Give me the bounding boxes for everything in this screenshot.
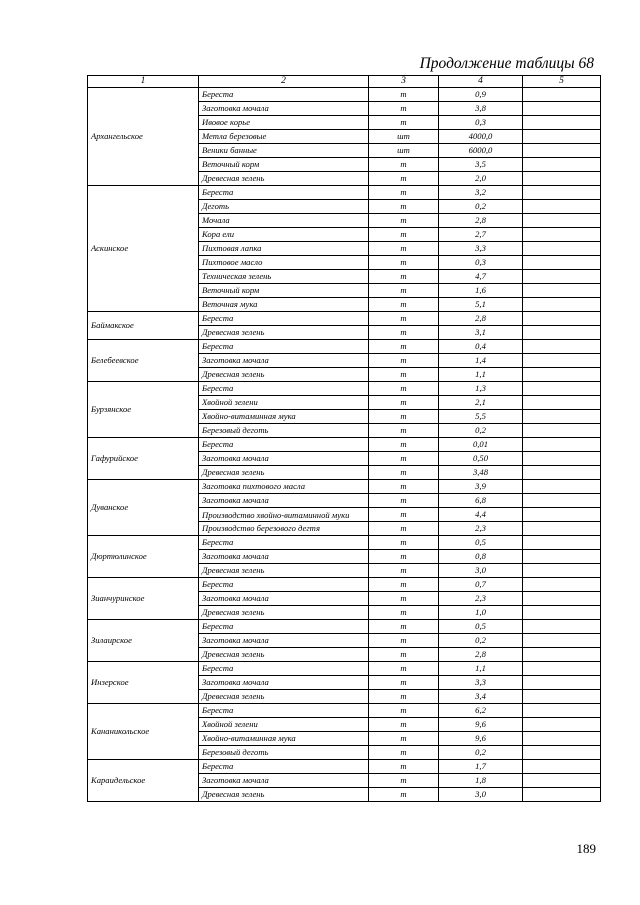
column-header: 4 [439,76,523,88]
empty-cell [523,704,601,718]
quantity-cell: 2,3 [439,522,523,536]
unit-cell: т [369,354,439,368]
unit-cell: т [369,550,439,564]
quantity-cell: 3,3 [439,242,523,256]
unit-cell: т [369,88,439,102]
unit-cell: шт [369,144,439,158]
table-row [88,382,601,396]
quantity-cell: 1,8 [439,774,523,788]
product-name-cell: Заготовка мочала [199,452,369,466]
empty-cell [523,452,601,466]
quantity-cell: 3,9 [439,480,523,494]
quantity-cell: 0,7 [439,578,523,592]
unit-cell: т [369,564,439,578]
empty-cell [523,550,601,564]
quantity-cell: 0,8 [439,550,523,564]
quantity-cell: 1,1 [439,368,523,382]
product-name-cell: Древесная зелень [199,326,369,340]
empty-cell [523,354,601,368]
empty-cell [523,592,601,606]
unit-cell: т [369,158,439,172]
quantity-cell: 3,3 [439,676,523,690]
quantity-cell: 2,0 [439,172,523,186]
unit-cell: т [369,214,439,228]
empty-cell [523,424,601,438]
unit-cell: т [369,480,439,494]
unit-cell: т [369,760,439,774]
empty-cell [523,298,601,312]
table-row [88,704,601,718]
quantity-cell: 6000,0 [439,144,523,158]
product-name-cell: Береста [199,536,369,550]
product-name-cell: Древесная зелень [199,368,369,382]
quantity-cell: 1,6 [439,284,523,298]
product-name-cell: Заготовка мочала [199,550,369,564]
product-name-cell: Древесная зелень [199,606,369,620]
empty-cell [523,522,601,536]
empty-cell [523,620,601,634]
empty-cell [523,606,601,620]
empty-cell [523,676,601,690]
unit-cell: т [369,662,439,676]
quantity-cell: 2,3 [439,592,523,606]
quantity-cell: 0,2 [439,746,523,760]
empty-cell [523,340,601,354]
product-name-cell: Пихтовое масло [199,256,369,270]
product-name-cell: Березовый деготь [199,424,369,438]
unit-cell: т [369,676,439,690]
product-name-cell: Заготовка мочала [199,774,369,788]
quantity-cell: 6,2 [439,704,523,718]
unit-cell: т [369,410,439,424]
product-name-cell: Заготовка мочала [199,494,369,508]
empty-cell [523,690,601,704]
empty-cell [523,774,601,788]
product-name-cell: Заготовка мочала [199,634,369,648]
column-header: 5 [523,76,601,88]
table-row [88,578,601,592]
unit-cell: т [369,382,439,396]
product-name-cell: Древесная зелень [199,690,369,704]
district-cell: Дуванское [88,480,199,536]
quantity-cell: 3,5 [439,158,523,172]
product-name-cell: Веточная мука [199,298,369,312]
product-name-cell: Древесная зелень [199,788,369,802]
empty-cell [523,228,601,242]
column-header: 2 [199,76,369,88]
empty-cell [523,102,601,116]
unit-cell: т [369,424,439,438]
quantity-cell: 2,1 [439,396,523,410]
unit-cell: шт [369,130,439,144]
table-row [88,620,601,634]
unit-cell: т [369,270,439,284]
quantity-cell: 6,8 [439,494,523,508]
district-cell: Аскинское [88,186,199,312]
product-name-cell: Древесная зелень [199,172,369,186]
unit-cell: т [369,578,439,592]
table-row [88,438,601,452]
product-name-cell: Веники банные [199,144,369,158]
product-name-cell: Техническая зелень [199,270,369,284]
empty-cell [523,480,601,494]
product-name-cell: Пихтовая лапка [199,242,369,256]
product-name-cell: Кора ели [199,228,369,242]
product-name-cell: Производство хвойно-витаминной муки [199,508,369,522]
page-number: 189 [576,841,596,856]
unit-cell: т [369,732,439,746]
unit-cell: т [369,466,439,480]
quantity-cell: 5,5 [439,410,523,424]
empty-cell [523,382,601,396]
empty-cell [523,718,601,732]
table-row [88,88,601,102]
unit-cell: т [369,508,439,522]
unit-cell: т [369,326,439,340]
unit-cell: т [369,312,439,326]
unit-cell: т [369,396,439,410]
empty-cell [523,634,601,648]
empty-cell [523,312,601,326]
forest-products-table [87,75,601,802]
product-name-cell: Хвойной зелени [199,718,369,732]
district-cell: Зианчуринское [88,578,199,620]
product-name-cell: Береста [199,88,369,102]
product-name-cell: Береста [199,578,369,592]
unit-cell: т [369,368,439,382]
empty-cell [523,564,601,578]
empty-cell [523,508,601,522]
quantity-cell: 3,8 [439,102,523,116]
quantity-cell: 1,1 [439,662,523,676]
quantity-cell: 1,0 [439,606,523,620]
product-name-cell: Заготовка мочала [199,102,369,116]
product-name-cell: Деготь [199,200,369,214]
product-name-cell: Веточный корм [199,284,369,298]
empty-cell [523,88,601,102]
unit-cell: т [369,298,439,312]
unit-cell: т [369,536,439,550]
unit-cell: т [369,494,439,508]
product-name-cell: Березовый деготь [199,746,369,760]
table-row [88,340,601,354]
quantity-cell: 0,3 [439,256,523,270]
unit-cell: т [369,116,439,130]
table-caption: Продолжение таблицы 68 [419,55,594,72]
district-cell: Инзерское [88,662,199,704]
quantity-cell: 0,01 [439,438,523,452]
column-header: 1 [88,76,199,88]
quantity-cell: 4,7 [439,270,523,284]
quantity-cell: 3,0 [439,788,523,802]
unit-cell: т [369,284,439,298]
unit-cell: т [369,452,439,466]
empty-cell [523,438,601,452]
empty-cell [523,130,601,144]
unit-cell: т [369,186,439,200]
product-name-cell: Веточный корм [199,158,369,172]
empty-cell [523,186,601,200]
product-name-cell: Заготовка мочала [199,592,369,606]
unit-cell: т [369,172,439,186]
quantity-cell: 9,6 [439,718,523,732]
empty-cell [523,200,601,214]
column-header: 3 [369,76,439,88]
quantity-cell: 4,4 [439,508,523,522]
unit-cell: т [369,634,439,648]
product-name-cell: Береста [199,662,369,676]
unit-cell: т [369,522,439,536]
unit-cell: т [369,438,439,452]
district-cell: Архангельское [88,88,199,186]
table-row [88,536,601,550]
quantity-cell: 1,7 [439,760,523,774]
product-name-cell: Береста [199,620,369,634]
empty-cell [523,172,601,186]
quantity-cell: 0,2 [439,424,523,438]
empty-cell [523,662,601,676]
product-name-cell: Заготовка мочала [199,354,369,368]
unit-cell: т [369,718,439,732]
product-name-cell: Береста [199,760,369,774]
quantity-cell: 0,5 [439,620,523,634]
quantity-cell: 1,4 [439,354,523,368]
product-name-cell: Хвойно-витаминная мука [199,410,369,424]
empty-cell [523,270,601,284]
unit-cell: т [369,242,439,256]
empty-cell [523,144,601,158]
product-name-cell: Береста [199,382,369,396]
empty-cell [523,732,601,746]
table-row [88,312,601,326]
quantity-cell: 0,3 [439,116,523,130]
empty-cell [523,116,601,130]
product-name-cell: Древесная зелень [199,466,369,480]
table-row [88,662,601,676]
unit-cell: т [369,102,439,116]
empty-cell [523,746,601,760]
empty-cell [523,494,601,508]
empty-cell [523,410,601,424]
quantity-cell: 2,8 [439,312,523,326]
empty-cell [523,368,601,382]
district-cell: Баймакское [88,312,199,340]
district-cell: Белебеевское [88,340,199,382]
quantity-cell: 2,7 [439,228,523,242]
product-name-cell: Мочала [199,214,369,228]
district-cell: Гафурийское [88,438,199,480]
unit-cell: т [369,228,439,242]
empty-cell [523,284,601,298]
unit-cell: т [369,648,439,662]
unit-cell: т [369,774,439,788]
unit-cell: т [369,200,439,214]
quantity-cell: 2,8 [439,648,523,662]
empty-cell [523,256,601,270]
empty-cell [523,648,601,662]
quantity-cell: 3,48 [439,466,523,480]
table-row [88,186,601,200]
unit-cell: т [369,256,439,270]
product-name-cell: Заготовка пихтового масла [199,480,369,494]
empty-cell [523,578,601,592]
product-name-cell: Хвойной зелени [199,396,369,410]
product-name-cell: Береста [199,704,369,718]
district-cell: Бурзянское [88,382,199,438]
quantity-cell: 0,4 [439,340,523,354]
empty-cell [523,396,601,410]
district-cell: Кананикольское [88,704,199,760]
unit-cell: т [369,606,439,620]
product-name-cell: Хвойно-витаминная мука [199,732,369,746]
unit-cell: т [369,620,439,634]
quantity-cell: 5,1 [439,298,523,312]
quantity-cell: 1,3 [439,382,523,396]
product-name-cell: Береста [199,186,369,200]
quantity-cell: 4000,0 [439,130,523,144]
district-cell: Караидельское [88,760,199,802]
quantity-cell: 3,2 [439,186,523,200]
quantity-cell: 3,0 [439,564,523,578]
product-name-cell: Береста [199,312,369,326]
unit-cell: т [369,690,439,704]
product-name-cell: Заготовка мочала [199,676,369,690]
unit-cell: т [369,788,439,802]
empty-cell [523,536,601,550]
product-name-cell: Метла березовые [199,130,369,144]
empty-cell [523,466,601,480]
quantity-cell: 2,8 [439,214,523,228]
empty-cell [523,326,601,340]
product-name-cell: Производство березового дегтя [199,522,369,536]
empty-cell [523,214,601,228]
product-name-cell: Береста [199,340,369,354]
quantity-cell: 0,5 [439,536,523,550]
empty-cell [523,760,601,774]
unit-cell: т [369,592,439,606]
quantity-cell: 0,2 [439,200,523,214]
table-row [88,760,601,774]
table-header-row [88,76,601,88]
product-name-cell: Береста [199,438,369,452]
quantity-cell: 0,9 [439,88,523,102]
quantity-cell: 3,1 [439,326,523,340]
district-cell: Дюртюлинское [88,536,199,578]
district-cell: Зилаирское [88,620,199,662]
quantity-cell: 3,4 [439,690,523,704]
product-name-cell: Древесная зелень [199,648,369,662]
table-row [88,480,601,494]
quantity-cell: 0,2 [439,634,523,648]
unit-cell: т [369,340,439,354]
product-name-cell: Ивовое корье [199,116,369,130]
empty-cell [523,158,601,172]
empty-cell [523,788,601,802]
unit-cell: т [369,746,439,760]
table-body [88,88,601,802]
quantity-cell: 9,6 [439,732,523,746]
unit-cell: т [369,704,439,718]
quantity-cell: 0,50 [439,452,523,466]
product-name-cell: Древесная зелень [199,564,369,578]
empty-cell [523,242,601,256]
